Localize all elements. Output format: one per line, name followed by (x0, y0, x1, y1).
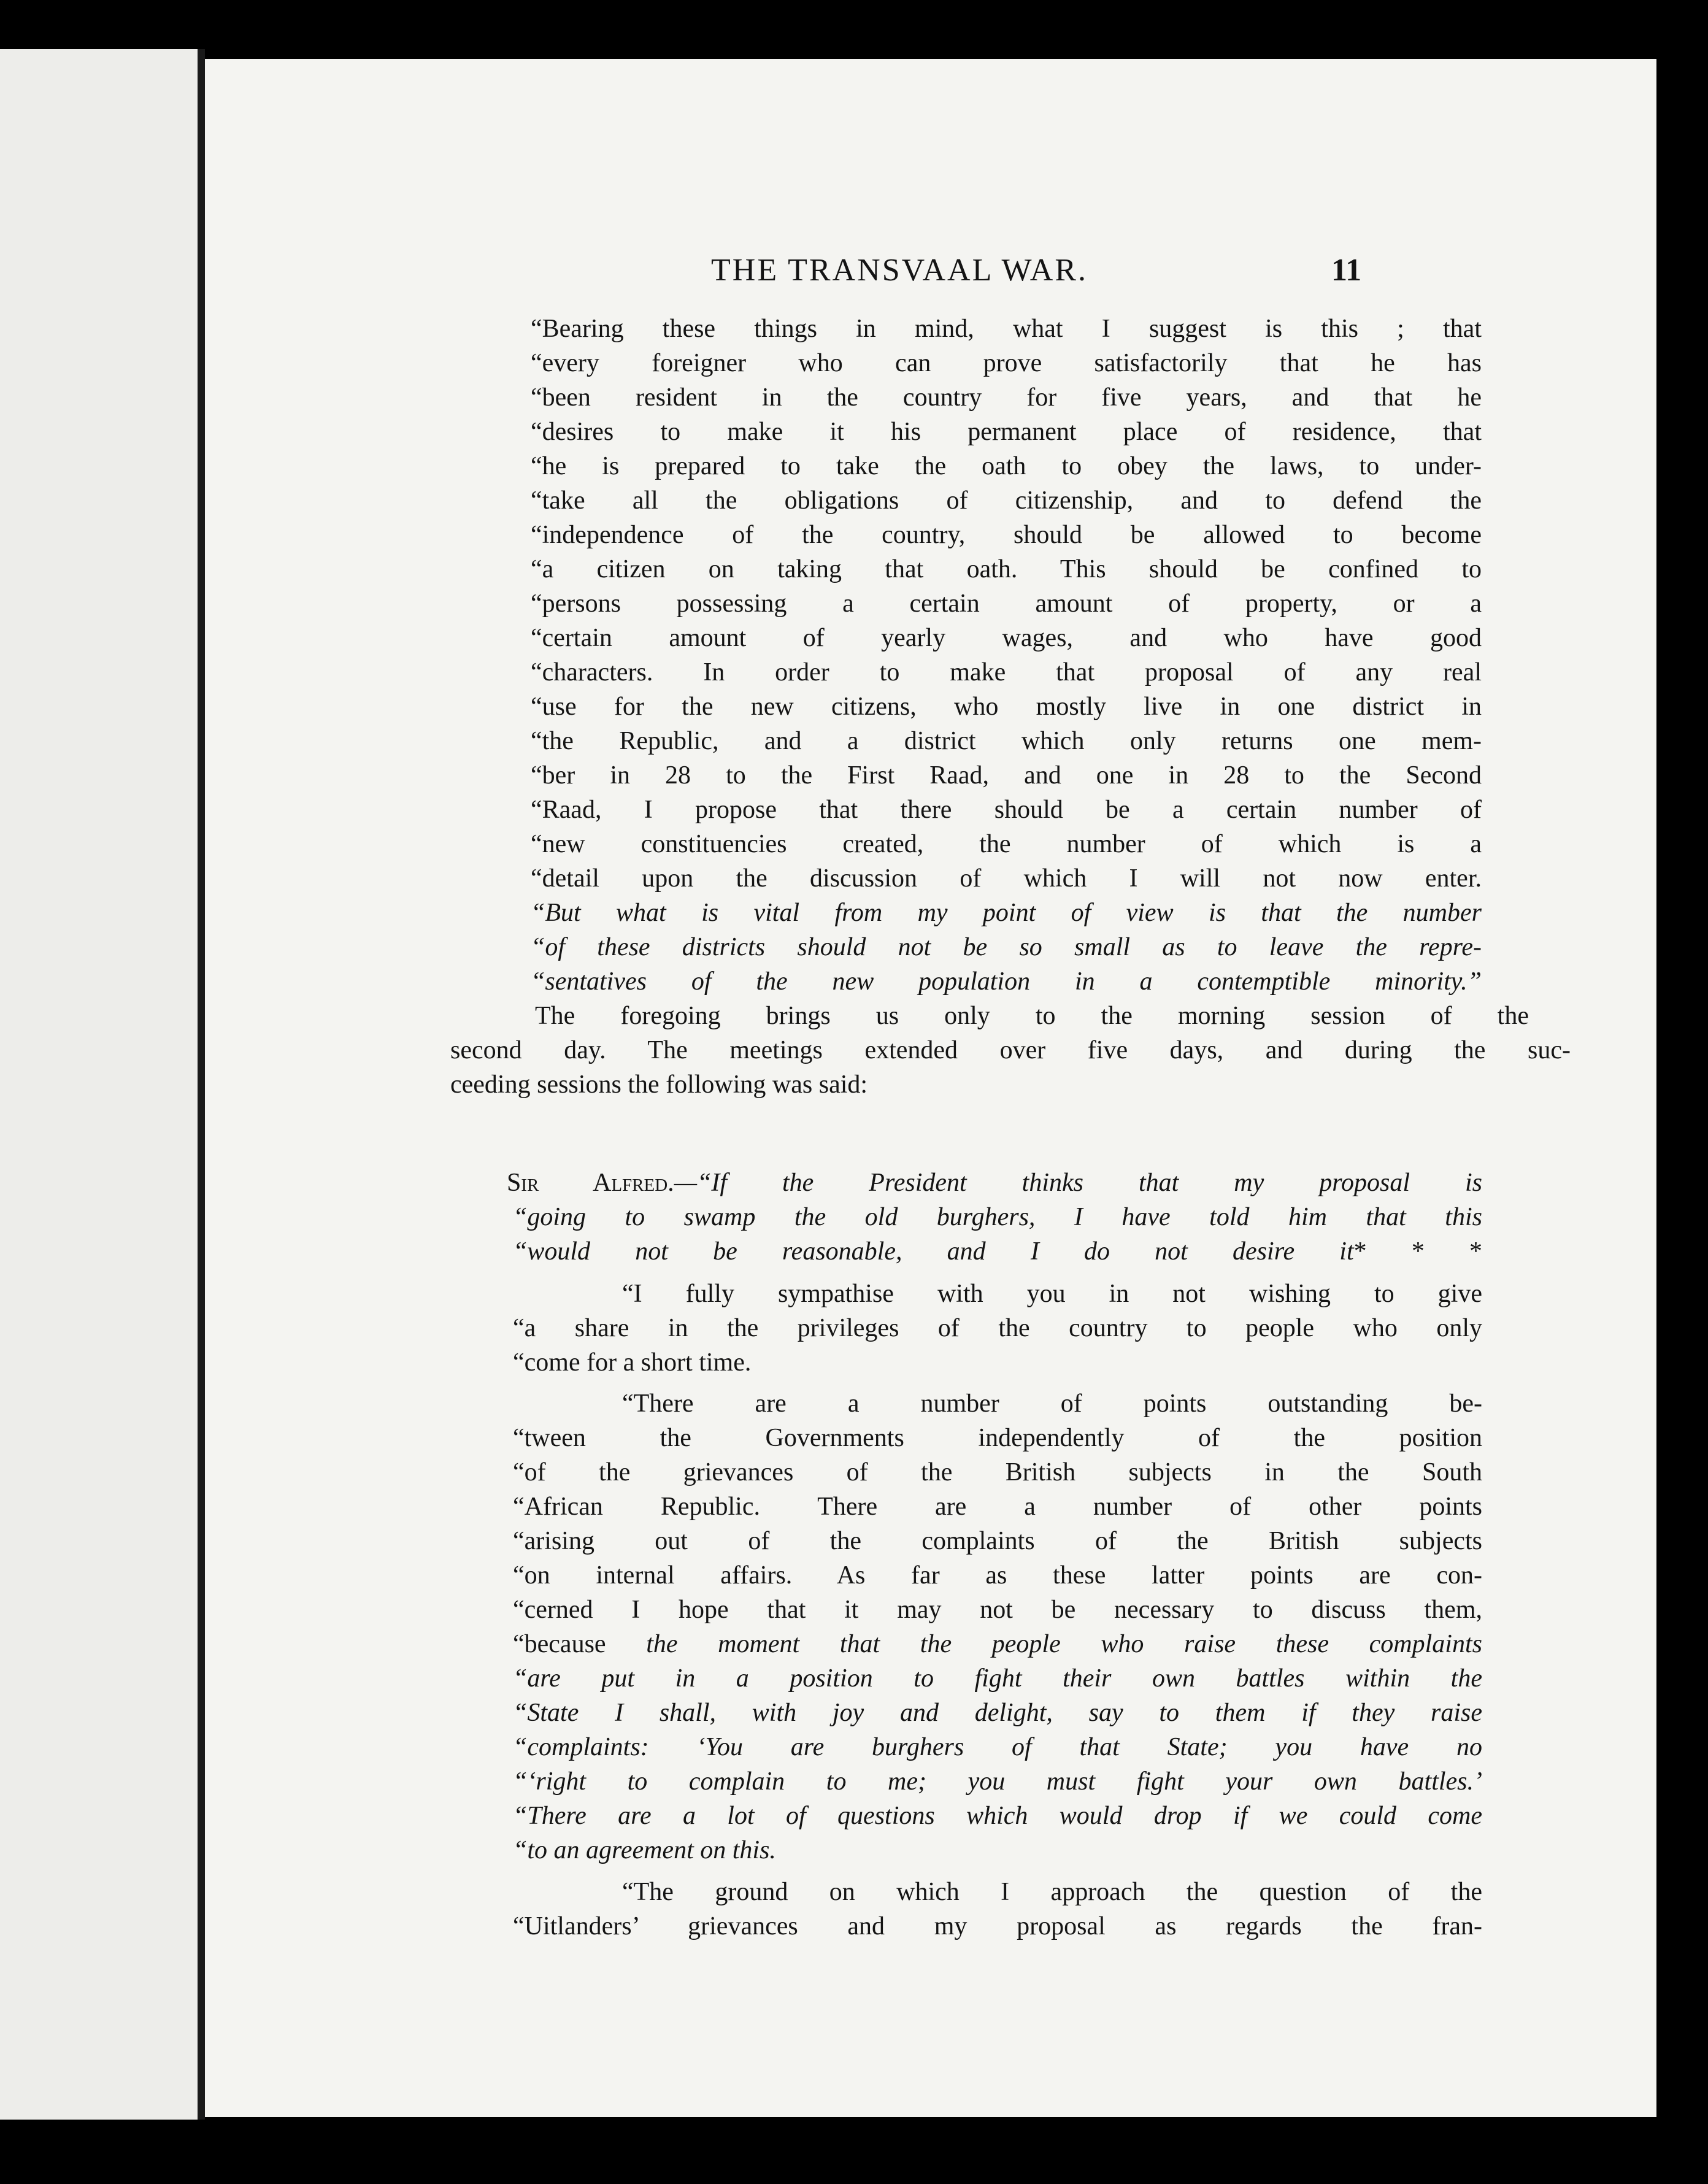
text-line: “characters. In order to make that proposal of any real (531, 658, 1482, 686)
text-line: “I fully sympathise with you in not wishing to give (622, 1280, 1482, 1308)
text-line: second day. The meetings extended over five days, and during the suc- (450, 1036, 1571, 1064)
text-line: “The ground on which I approach the question of the (622, 1878, 1482, 1906)
text-line-italic: “There are a lot of questions which would drop if we could come (513, 1802, 1482, 1830)
text-line-italic: “‘right to complain to me; you must fight your own battles.’ (513, 1767, 1482, 1796)
text-line (513, 1627, 1482, 1661)
speech-text-italic: the moment that the people who raise these complaints (646, 1630, 1482, 1658)
text-line-italic: “are put in a position to fight their own battles within the (513, 1664, 1482, 1693)
text-line: “Bearing these things in mind, what I suggest is this ; that (531, 315, 1482, 343)
running-head (205, 246, 1656, 295)
text-line: “every foreigner who can prove satisfactorily that he has (531, 349, 1482, 377)
text-line: “Raad, I propose that there should be a certain number of (531, 796, 1482, 824)
text-line: “use for the new citizens, who mostly live in one district in (531, 693, 1482, 721)
text-line-italic: “State I shall, with joy and delight, say to them if they raise (513, 1699, 1482, 1727)
text-line: “take all the obligations of citizenship, and to defend the (531, 486, 1482, 515)
running-head-title: THE TRANSVAAL WAR. (711, 253, 1088, 288)
text-line-italic: “complaints: ‘You are burghers of that State; you have no (513, 1733, 1482, 1761)
text-line: “independence of the country, should be allowed to become (531, 521, 1482, 549)
speaker-name: Sir Alfred. (507, 1169, 674, 1197)
text-line: “tween the Governments independently of the position (513, 1424, 1482, 1452)
text-line-italic: “of these districts should not be so small as to leave the repre- (531, 933, 1482, 961)
text-line-italic: “going to swamp the old burghers, I have told him that this (513, 1203, 1482, 1231)
text-line (513, 1234, 1482, 1269)
text-line: ceeding sessions the following was said: (450, 1071, 868, 1099)
text-line: “persons possessing a certain amount of property, or a (531, 590, 1482, 618)
text-line (507, 1166, 1482, 1200)
ellipsis-stars: * * * (1353, 1237, 1483, 1266)
speech-text: “would not be reasonable, and I do not desire it (513, 1237, 1354, 1266)
speech-text: —“If the President thinks that my proposal is (674, 1169, 1482, 1197)
text-line: “a share in the privileges of the country to people who only (513, 1314, 1482, 1342)
text-line: “the Republic, and a district which only returns one mem- (531, 727, 1482, 755)
text-line: “desires to make it his permanent place of residence, that (531, 418, 1482, 446)
text-line: “ber in 28 to the First Raad, and one in 28 to the Second (531, 761, 1482, 790)
text-line: “African Republic. There are a number of other points (513, 1493, 1482, 1521)
text-line-italic: “sentatives of the new population in a contemptible minority.” (531, 967, 1482, 996)
facing-page (0, 49, 198, 2120)
text-line: The foregoing brings us only to the morning session of the (535, 1002, 1529, 1030)
text-line: “arising out of the complaints of the British subjects (513, 1527, 1482, 1555)
book-gutter (198, 49, 205, 2120)
text-line-italic: “to an agreement on this. (513, 1836, 776, 1864)
text-line: “he is prepared to take the oath to obey the laws, to under- (531, 452, 1482, 480)
text-line: “of the grievances of the British subjects in the South (513, 1458, 1482, 1486)
text-line: “cerned I hope that it may not be necessary to discuss them, (513, 1596, 1482, 1624)
text-line: “new constituencies created, the number of which is a (531, 830, 1482, 858)
text-line: “Uitlanders’ grievances and my proposal as regards the fran- (513, 1912, 1482, 1940)
text-line: “come for a short time. (513, 1348, 752, 1377)
text-line: “been resident in the country for five years, and that he (531, 383, 1482, 412)
page-number: 11 (1331, 253, 1362, 288)
text-line-italic: “But what is vital from my point of view is that the number (531, 899, 1482, 927)
speech-text: “because (513, 1630, 647, 1658)
text-line: “certain amount of yearly wages, and who have good (531, 624, 1482, 652)
text-line: “a citizen on taking that oath. This should be confined to (531, 555, 1482, 583)
book-page (205, 59, 1656, 2117)
text-line: “on internal affairs. As far as these latter points are con- (513, 1561, 1482, 1590)
text-line: “detail upon the discussion of which I will not now enter. (531, 864, 1482, 893)
text-line: “There are a number of points outstanding be- (622, 1390, 1482, 1418)
